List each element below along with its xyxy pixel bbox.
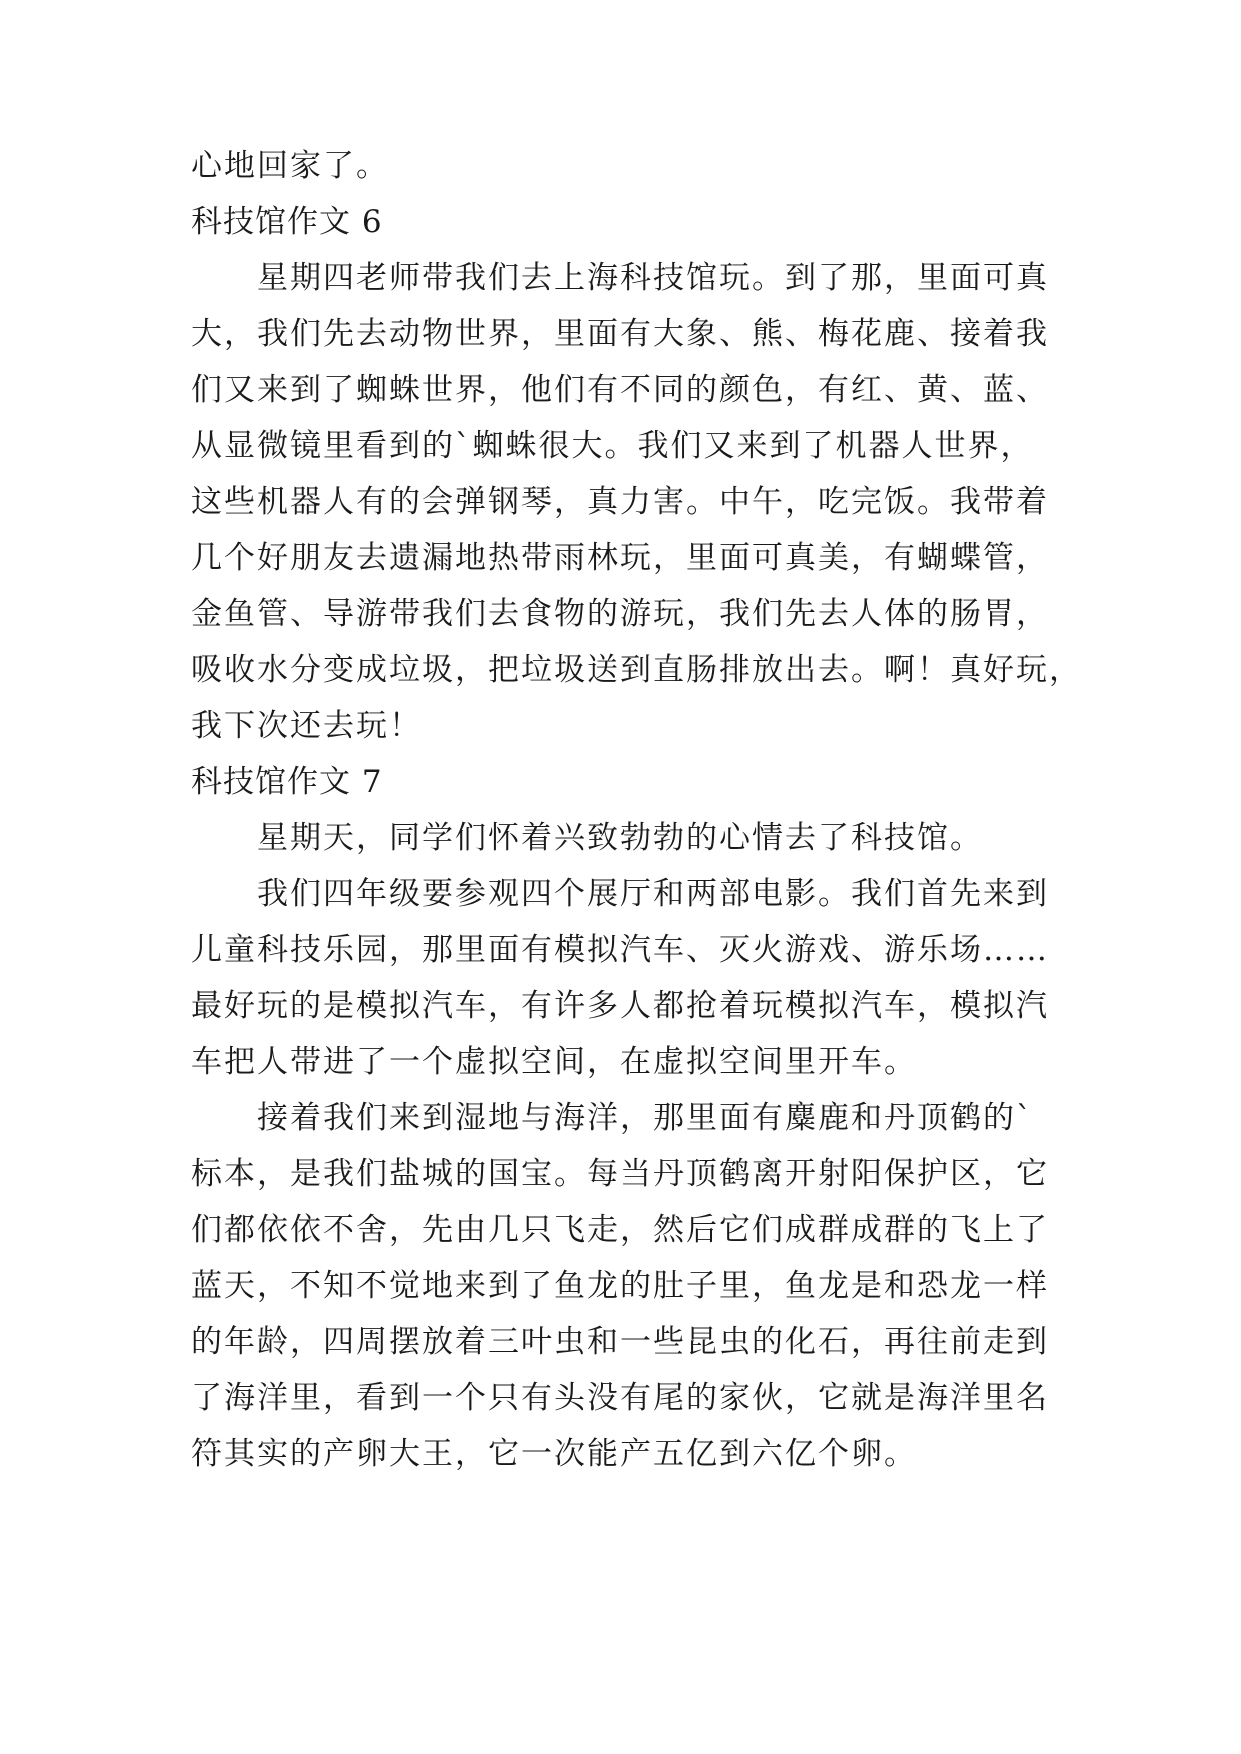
section-heading: 科技馆作文 7	[191, 764, 383, 800]
paragraph-line: 我下次还去玩！	[191, 708, 422, 744]
paragraph-line: 们又来到了蜘蛛世界，他们有不同的颜色，有红、黄、蓝、	[191, 372, 1049, 408]
paragraph-line: 蓝天，不知不觉地来到了鱼龙的肚子里，鱼龙是和恐龙一样	[191, 1268, 1049, 1304]
paragraph-line: 们都依依不舍，先由几只飞走，然后它们成群成群的飞上了	[191, 1212, 1049, 1248]
paragraph-line: 符其实的产卵大王，它一次能产五亿到六亿个卵。	[191, 1436, 917, 1472]
paragraph-line: 最好玩的是模拟汽车，有许多人都抢着玩模拟汽车，模拟汽	[191, 988, 1049, 1024]
paragraph-line: 这些机器人有的会弹钢琴，真力害。中午，吃完饭。我带着	[191, 484, 1049, 520]
paragraph-line: 金鱼管、导游带我们去食物的游玩，我们先去人体的肠胃，	[191, 596, 1049, 632]
paragraph-line: 标本，是我们盐城的国宝。每当丹顶鹤离开射阳保护区，它	[191, 1156, 1049, 1192]
paragraph-line: 的年龄，四周摆放着三叶虫和一些昆虫的化石，再往前走到	[191, 1324, 1049, 1360]
paragraph-line: 接着我们来到湿地与海洋，那里面有麋鹿和丹顶鹤的`	[257, 1100, 1034, 1136]
section-heading: 科技馆作文 6	[191, 204, 383, 240]
paragraph-line: 儿童科技乐园，那里面有模拟汽车、灭火游戏、游乐场……	[191, 932, 1049, 968]
paragraph-line: 从显微镜里看到的`蜘蛛很大。我们又来到了机器人世界，	[191, 428, 1034, 464]
paragraph-line: 几个好朋友去遗漏地热带雨林玩，里面可真美，有蝴蝶管，	[191, 540, 1049, 576]
paragraph-line: 星期四老师带我们去上海科技馆玩。到了那，里面可真	[257, 260, 1049, 296]
paragraph-line: 星期天，同学们怀着兴致勃勃的心情去了科技馆。	[257, 820, 983, 856]
paragraph-line: 吸收水分变成垃圾，把垃圾送到直肠排放出去。啊！真好玩，	[191, 652, 1082, 688]
paragraph-line: 我们四年级要参观四个展厅和两部电影。我们首先来到	[257, 876, 1049, 912]
paragraph-line: 车把人带进了一个虚拟空间，在虚拟空间里开车。	[191, 1044, 917, 1080]
paragraph-line: 了海洋里，看到一个只有头没有尾的家伙，它就是海洋里名	[191, 1380, 1049, 1416]
paragraph-line: 大，我们先去动物世界，里面有大象、熊、梅花鹿、接着我	[191, 316, 1049, 352]
text-line: 心地回家了。	[191, 148, 389, 184]
